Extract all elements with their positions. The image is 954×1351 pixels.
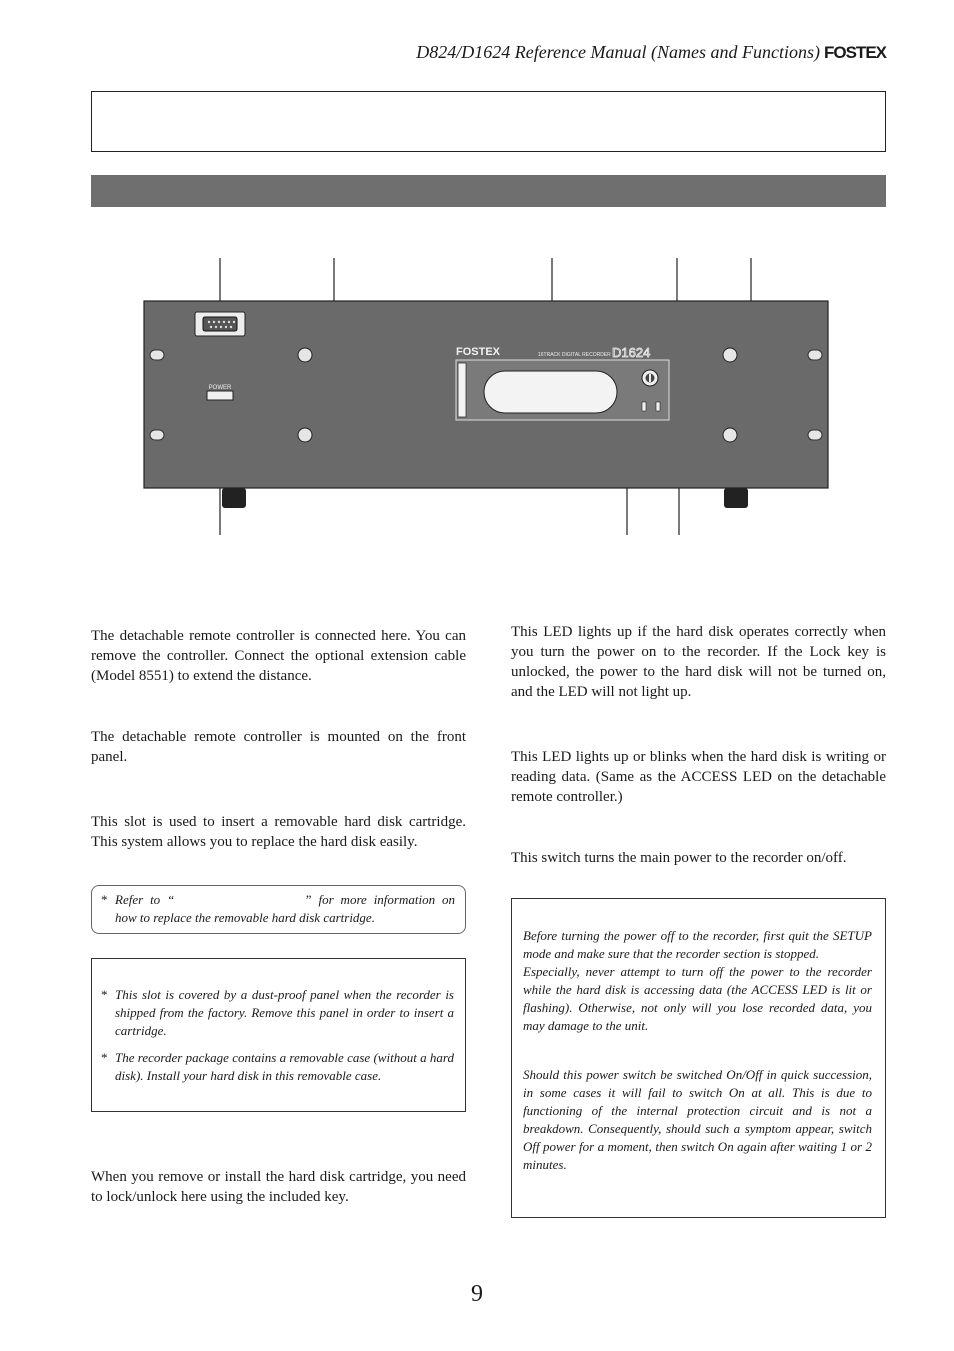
caution-text-2: Especially, never attempt to turn off the power to the recorder while the hard disk is accessing data (the ACCESS LED is lit or flashing). Otherwise, not only will you lose recorded data, you may damage to the unit. — [523, 964, 872, 1033]
slot-note — [101, 986, 454, 1040]
access-led-description: This LED lights up or blinks when the hard disk is writing or reading data. (Same as the ACCESS LED on the detachable remote controller.) — [511, 749, 886, 805]
slot-note-text: The recorder package contains a removable case (without a hard disk). Install your hard disk in this removable case. — [115, 1050, 454, 1083]
caution-box — [511, 898, 886, 1218]
disk-slot-description: This slot is used to insert a removable hard disk cartridge. This system allows you to replace the hard disk easily. — [91, 814, 466, 850]
refer-note-bullet: * — [101, 892, 108, 907]
caution-text-1: Before turning the power off to the recorder, first quit the SETUP mode and make sure that the recorder section is stopped. — [523, 928, 872, 961]
page-number: 9 — [471, 1281, 483, 1307]
power-led — [642, 402, 646, 411]
refer-note-prefix: Refer to “ — [115, 892, 175, 907]
power-label: POWER — [208, 385, 232, 391]
slot-notes-box — [91, 958, 466, 1112]
right-foot — [724, 488, 748, 508]
panel-model-name: D1624 — [612, 345, 651, 360]
panel-brand-logo: FOSTEX — [456, 346, 501, 358]
remote-connector[interactable] — [195, 312, 245, 336]
left-foot — [222, 488, 246, 508]
refer-note — [91, 885, 466, 934]
power-led-description: This LED lights up if the hard disk operates correctly when you turn the power on to the recorder. If the Lock key is unlocked, the power to the hard disk will not be turned on, and the LED will not light up. — [511, 624, 886, 700]
lock-key[interactable] — [642, 370, 658, 386]
lock-key-description: When you remove or install the hard disk cartridge, you need to lock/unlock here using the included key. — [91, 1169, 466, 1205]
header-title: D824/D1624 Reference Manual (Names and Functions) — [416, 42, 820, 62]
slot-note-bullet: * — [101, 987, 108, 1002]
front-panel-diagram — [0, 0, 954, 560]
hard-disk-slot[interactable] — [456, 360, 669, 420]
slot-note-text: This slot is covered by a dust-proof panel when the recorder is shipped from the factory. Remove this panel in order to insert a cartridge. — [115, 987, 454, 1038]
header-brand-logo: FOSTEX — [823, 43, 886, 62]
remote-mount-description: The detachable remote controller is mounted on the front panel. — [91, 729, 466, 765]
slot-note-bullet: * — [101, 1050, 108, 1065]
refer-note-suffix: ” for more information on how to replace the removable hard disk cartridge. — [115, 892, 456, 925]
remote-connector-description: The detachable remote controller is connected here. You can remove the controller. Connect the optional extension cable (Model 8551) to extend the distance. — [91, 628, 466, 684]
slot-note — [101, 1049, 454, 1085]
caution-text-3: Should this power switch be switched On/Off in quick succession, in some cases it will fail to switch On at all. This is due to functioning of the internal protection circuit and is not a breakdown. Consequently, should such a symptom appear, switch Off power for a moment, then switch On again after waiting 1 or 2 minutes. — [523, 1067, 872, 1172]
panel-model-caption: 16TRACK DIGITAL RECORDER — [538, 352, 611, 358]
power-switch[interactable] — [207, 391, 233, 400]
power-switch-description: This switch turns the main power to the recorder on/off. — [511, 850, 847, 866]
access-led — [656, 402, 660, 411]
